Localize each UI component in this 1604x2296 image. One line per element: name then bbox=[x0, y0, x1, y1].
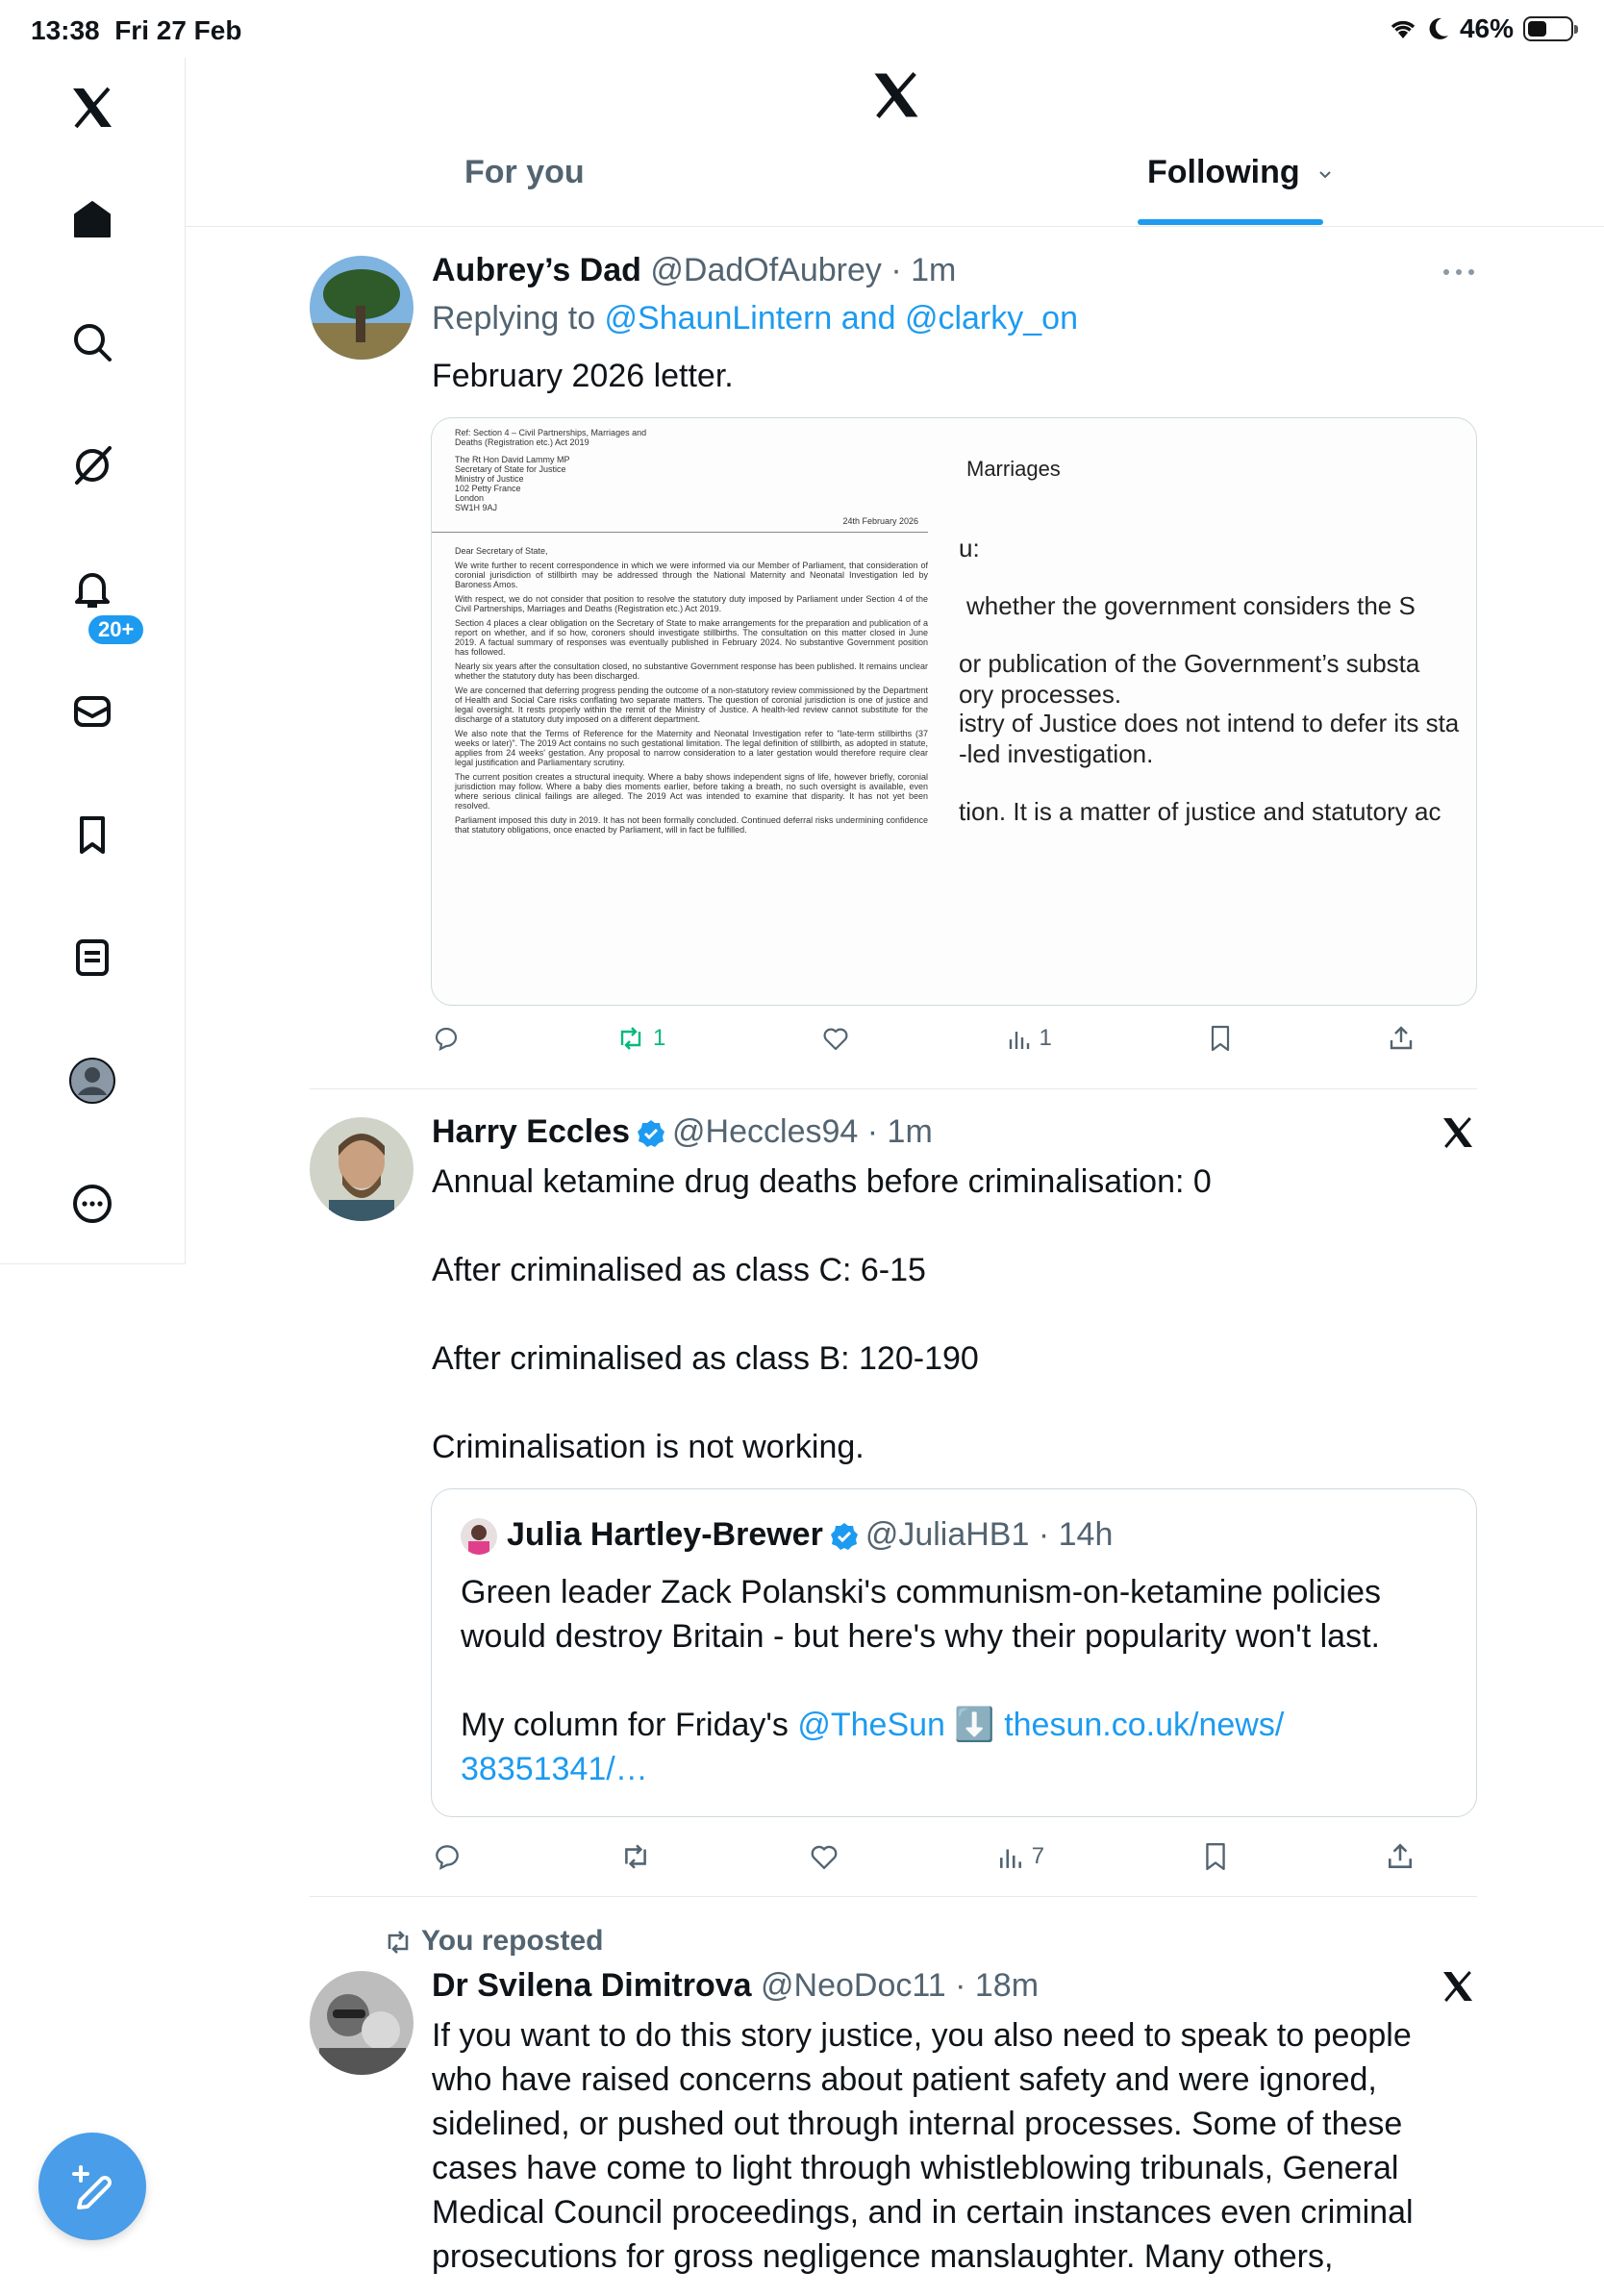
tweet-text-line: who have raised concerns about patient safety and were ignored, bbox=[432, 2061, 1377, 2098]
letter-paragraph: Parliament imposed this duty in 2019. It has not been formally concluded. Continued deferral risks undermining confidence that statutory obligations, once enacted by Parliament, will in fact be fulfilled. bbox=[455, 815, 928, 835]
avatar[interactable] bbox=[310, 1117, 414, 1221]
tweet-actions bbox=[433, 1842, 1414, 1871]
zoom-line: u: bbox=[959, 534, 980, 562]
address-line: Secretary of State for Justice bbox=[455, 464, 566, 474]
letter-paragraph: Section 4 places a clear obligation on the Secretary of State to make arrangements for the preparation and publication of a report on whether, and if so how, coroners should investigate stillbirths. The consultation on this matter closed in June 2019. A factual summary of responses was eventually published in February 2024. No substantive Government position has followed. bbox=[455, 618, 928, 657]
author-name[interactable]: Harry Eccles bbox=[432, 1113, 631, 1150]
compose-feather-icon bbox=[67, 2161, 117, 2211]
share-button[interactable] bbox=[1389, 1025, 1414, 1052]
letter-paragraph: With respect, we do not consider that position to resolve the statutory duty imposed by Parliament under Section 4 of the Civil Partnerships, Marriages and Deaths (Registration etc.) Act 2019. bbox=[455, 594, 928, 613]
quote-column-prefix: My column for Friday's bbox=[461, 1707, 798, 1743]
bookmark-icon bbox=[1203, 1842, 1228, 1871]
down-arrow-emoji-icon: ⬇️ bbox=[954, 1707, 995, 1743]
status-time: 13:38 Fri 27 Feb bbox=[31, 15, 242, 45]
avatar[interactable] bbox=[310, 1971, 414, 2075]
x-logo-icon bbox=[870, 69, 922, 126]
battery-percent: 46% bbox=[1459, 13, 1514, 43]
tab-following-label: Following bbox=[1147, 154, 1300, 190]
repost-indicator bbox=[383, 1925, 603, 1958]
zoom-line: tion. It is a matter of justice and statutory ac bbox=[959, 797, 1441, 826]
search-icon[interactable] bbox=[54, 304, 131, 381]
bookmark-icon bbox=[1209, 1025, 1232, 1052]
letter-zoom-panel bbox=[959, 418, 1477, 1006]
letter-date: 24th February 2026 bbox=[842, 516, 918, 526]
tweet-text-line: After criminalised as class B: 120-190 bbox=[432, 1340, 979, 1377]
tweet-text-line: Criminalisation is not working. bbox=[432, 1429, 865, 1465]
zoom-line: -led investigation. bbox=[959, 739, 1154, 768]
letter-paragraph: Nearly six years after the consultation closed, no substantive Government response has been published. It remains unclear whether the statutory duty has been discharged. bbox=[455, 661, 928, 681]
tweet-time[interactable]: 1m bbox=[887, 1113, 933, 1150]
views-count: 7 bbox=[1031, 1843, 1045, 1869]
mention-link[interactable]: @TheSun bbox=[797, 1707, 945, 1743]
author-handle[interactable]: @Heccles94 bbox=[672, 1113, 859, 1150]
letter-salutation: Dear Secretary of State, bbox=[455, 546, 548, 556]
notifications-badge: 20+ bbox=[87, 613, 145, 646]
profile-icon[interactable] bbox=[54, 1042, 131, 1119]
repost-label: You reposted bbox=[421, 1925, 604, 1957]
tweet-author-line: Dr Svilena Dimitrova @NeoDoc11 · 18m bbox=[432, 1967, 1040, 2004]
tweet-text bbox=[432, 1160, 1212, 1469]
avatar[interactable] bbox=[310, 256, 414, 360]
address-line: Ministry of Justice bbox=[455, 474, 524, 484]
timeline-header bbox=[186, 58, 1604, 227]
retweet-count: 1 bbox=[653, 1025, 666, 1051]
author-name[interactable]: Aubrey’s Dad bbox=[432, 252, 641, 288]
tweet-text-line: After criminalised as class C: 6-15 bbox=[432, 1252, 926, 1288]
zoom-line: Marriages bbox=[966, 457, 1061, 481]
letter-paragraph: We are concerned that deferring progress pending the outcome of a non-statutory review commissioned by the Department of Health and Social Care risks conflating two separate matters. The question of coronial jurisdiction is one of justice and legal oversight. It rests properly within the remit of the Ministry of Justice. A health-led review cannot substitute for the discharge of a statutory duty imposed on a different department. bbox=[455, 686, 928, 724]
tweet-time[interactable]: 18m bbox=[974, 1967, 1040, 2004]
share-icon bbox=[1389, 1025, 1414, 1052]
retweet-icon bbox=[383, 1930, 414, 1955]
heart-icon bbox=[822, 1026, 849, 1051]
tweet-actions bbox=[433, 1025, 1414, 1052]
tweet-text-line: sidelined, or pushed out through internal processes. Some of these bbox=[432, 2106, 1403, 2142]
retweet-icon bbox=[616, 1026, 645, 1051]
letter-paragraph: We write further to recent correspondence in which we were informed via our Member of Parliament, that consideration of coronial jurisdiction of stillbirth may be addressed through the National Maternity and Neonatal Investigation led by Baroness Amos. bbox=[455, 561, 928, 589]
tab-active-indicator bbox=[1138, 219, 1323, 225]
moon-icon bbox=[1427, 16, 1450, 41]
letter-paragraph: We also note that the Terms of Reference for the Maternity and Neonatal Investigation refer to "late-term stillbirths (37 weeks or later)". The 2019 Act contains no such gestational limitation. The legal definition of stillbirth, as adopted in statute, applies from 24 weeks' gestation. Any proposal to narrow consideration to a later gestation would therefore require clear legal justification and Parliamentary scrutiny. bbox=[455, 729, 928, 767]
tweet-author-line: Harry Eccles @Heccles94 · 1m bbox=[432, 1113, 933, 1150]
quote-tweet-card[interactable] bbox=[431, 1488, 1477, 1817]
sidebar-nav bbox=[0, 58, 186, 1264]
author-handle[interactable]: @NeoDoc11 bbox=[761, 1967, 946, 2004]
author-handle[interactable]: @DadOfAubrey bbox=[650, 252, 882, 288]
retweet-icon bbox=[620, 1843, 651, 1870]
tweet-text-line: If you want to do this story justice, you also need to speak to people bbox=[432, 2017, 1412, 2054]
tweet-divider bbox=[310, 1896, 1477, 1897]
bookmarks-icon[interactable] bbox=[54, 796, 131, 873]
grok-icon[interactable] bbox=[54, 427, 131, 504]
share-icon bbox=[1387, 1842, 1414, 1871]
x-dismiss-icon[interactable] bbox=[1441, 1969, 1475, 2004]
quote-column-line bbox=[461, 1703, 1451, 1791]
verified-badge-icon bbox=[636, 1118, 666, 1149]
home-icon[interactable] bbox=[54, 181, 131, 258]
zoom-line: whether the government considers the S bbox=[966, 591, 1416, 620]
chevron-down-icon[interactable] bbox=[1316, 165, 1334, 183]
share-button[interactable] bbox=[1387, 1842, 1414, 1871]
more-icon[interactable] bbox=[54, 1165, 131, 1242]
tab-for-you[interactable]: For you bbox=[464, 154, 585, 190]
letter-rule bbox=[432, 532, 928, 533]
author-name[interactable]: Dr Svilena Dimitrova bbox=[432, 1967, 752, 2004]
views-count: 1 bbox=[1039, 1025, 1052, 1051]
reply-button[interactable] bbox=[433, 1025, 460, 1052]
views-button[interactable] bbox=[1007, 1025, 1052, 1052]
messages-icon[interactable] bbox=[54, 673, 131, 750]
address-line: London bbox=[455, 493, 485, 503]
battery-icon bbox=[1523, 16, 1573, 41]
quote-author-handle[interactable]: @JuliaHB1 bbox=[865, 1516, 1030, 1553]
tweet-time[interactable]: 1m bbox=[911, 252, 957, 288]
article-link[interactable]: thesun.co.uk/news/ bbox=[1004, 1707, 1285, 1743]
tweet-author-line: Aubrey’s Dad @DadOfAubrey · 1m bbox=[432, 252, 957, 288]
verified-badge-icon bbox=[829, 1521, 860, 1552]
letter-ref: Ref: Section 4 – Civil Partnerships, Marriages and Deaths (Registration etc.) Act 2019 bbox=[455, 428, 647, 447]
reply-icon bbox=[433, 1842, 462, 1871]
quote-author-line: Julia Hartley-Brewer @JuliaHB1 · 14h bbox=[507, 1516, 1114, 1553]
zoom-line: or publication of the Government’s substa bbox=[959, 649, 1420, 678]
compose-post-button[interactable] bbox=[38, 2133, 146, 2240]
retweet-button[interactable] bbox=[616, 1025, 665, 1052]
tweet-text-line: Medical Council proceedings, and in certain instances even criminal bbox=[432, 2194, 1414, 2231]
letter-address bbox=[455, 455, 928, 512]
lists-icon[interactable] bbox=[54, 919, 131, 996]
x-dismiss-icon[interactable] bbox=[1441, 1115, 1475, 1150]
views-icon bbox=[1007, 1026, 1032, 1051]
reply-icon bbox=[433, 1025, 460, 1052]
tweet-image-letter[interactable] bbox=[431, 417, 1477, 1006]
letter-paragraph: The current position creates a structural inequity. Where a baby shows independent signs of life, however briefly, coronial jurisdiction may follow. Where a baby dies moments earlier, before taking a breath, no such oversight is available, even where serious clinical failings are alleged. The 2019 Act was intended to examine that disparity. It has not yet been resolved. bbox=[455, 772, 928, 811]
zoom-line: istry of Justice does not intend to defer its sta bbox=[959, 709, 1460, 737]
like-button[interactable] bbox=[810, 1843, 839, 1870]
tab-following[interactable] bbox=[1147, 154, 1334, 191]
tweet-divider bbox=[310, 1088, 1477, 1089]
status-indicators bbox=[1389, 13, 1573, 44]
x-logo-icon[interactable] bbox=[54, 69, 131, 146]
tweet-text-line: prosecutions for gross negligence manslaughter. Many others, bbox=[432, 2238, 1334, 2275]
bookmark-button[interactable] bbox=[1203, 1842, 1228, 1871]
replying-prefix: Replying to bbox=[432, 300, 605, 337]
letter-document bbox=[455, 426, 928, 1003]
address-line: The Rt Hon David Lammy MP bbox=[455, 455, 570, 464]
retweet-button[interactable] bbox=[620, 1843, 651, 1870]
views-button[interactable] bbox=[997, 1843, 1044, 1870]
quote-time[interactable]: 14h bbox=[1058, 1516, 1114, 1553]
like-button[interactable] bbox=[822, 1026, 849, 1051]
reply-button[interactable] bbox=[433, 1842, 462, 1871]
address-line: SW1H 9AJ bbox=[455, 503, 498, 512]
heart-icon bbox=[810, 1843, 839, 1870]
tweet-text-line: Annual ketamine drug deaths before criminalisation: 0 bbox=[432, 1163, 1212, 1200]
zoom-line: ory processes. bbox=[959, 680, 1122, 709]
tweet-text bbox=[432, 2013, 1414, 2279]
address-line: 102 Petty France bbox=[455, 484, 521, 493]
replying-users-link[interactable]: @ShaunLintern and @clarky_on bbox=[604, 300, 1078, 337]
more-options-icon[interactable] bbox=[1442, 267, 1475, 277]
quote-avatar[interactable] bbox=[461, 1518, 497, 1555]
quote-author-name[interactable]: Julia Hartley-Brewer bbox=[507, 1516, 823, 1553]
bookmark-button[interactable] bbox=[1209, 1025, 1232, 1052]
tweet-text-line: cases have come to light through whistleblowing tribunals, General bbox=[432, 2150, 1399, 2186]
status-bar bbox=[0, 0, 1604, 58]
quote-text: Green leader Zack Polanski's communism-on-ketamine policies would destroy Britain - but here's why their popularity won't last. bbox=[461, 1574, 1381, 1655]
wifi-icon bbox=[1389, 17, 1417, 40]
article-link-cont[interactable]: 38351341/… bbox=[461, 1751, 648, 1787]
views-icon bbox=[997, 1843, 1024, 1870]
replying-to bbox=[432, 300, 1078, 337]
tweet-text: February 2026 letter. bbox=[432, 358, 734, 394]
